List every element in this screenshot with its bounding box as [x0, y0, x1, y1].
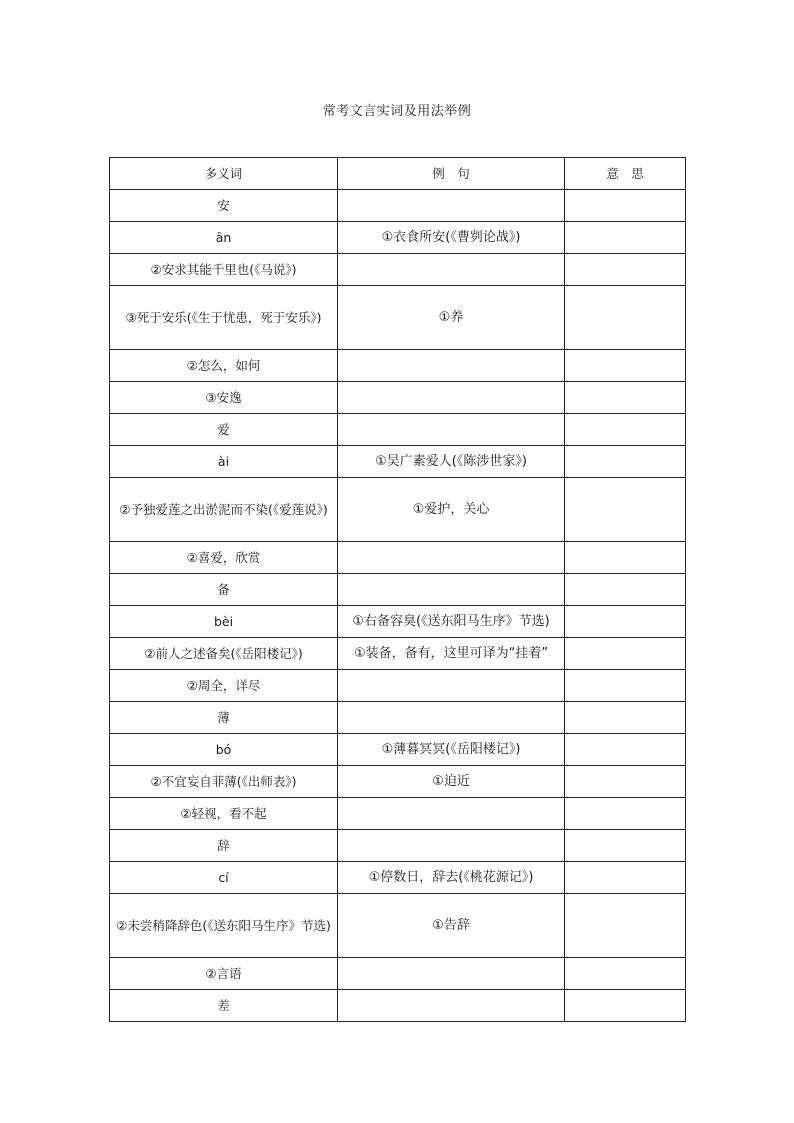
- table-row: [110, 894, 686, 958]
- table-row: [110, 574, 686, 606]
- meaning-cell: [565, 478, 686, 542]
- table-row: [110, 830, 686, 862]
- word-cell: ②喜爱，欣赏: [110, 542, 338, 574]
- example-cell: [338, 190, 565, 222]
- meaning-cell: [565, 222, 686, 254]
- example-cell: [338, 702, 565, 734]
- example-cell: [338, 670, 565, 702]
- meaning-cell: [565, 382, 686, 414]
- header-meaning: 意 思: [565, 158, 686, 190]
- word-cell: ②未尝稍降辞色(《送东阳马生序》节选): [110, 894, 338, 958]
- meaning-cell: [565, 990, 686, 1022]
- table-row: [110, 606, 686, 638]
- meaning-cell: [565, 766, 686, 798]
- meaning-cell: [565, 190, 686, 222]
- example-cell: ①薄暮冥冥(《岳阳楼记》): [338, 734, 565, 766]
- word-cell: 备: [110, 574, 338, 606]
- table-row: [110, 446, 686, 478]
- word-cell: ②周全，详尽: [110, 670, 338, 702]
- example-cell: [338, 254, 565, 286]
- table-row: [110, 222, 686, 254]
- meaning-cell: [565, 286, 686, 350]
- word-cell: ③死于安乐(《生于忧患，死于安乐》): [110, 286, 338, 350]
- table-row: [110, 542, 686, 574]
- meaning-cell: [565, 798, 686, 830]
- word-cell: ②不宜妄自菲薄(《出师表》): [110, 766, 338, 798]
- word-cell: ài: [110, 446, 338, 478]
- word-cell: ②安求其能千里也(《马说》): [110, 254, 338, 286]
- meaning-cell: [565, 638, 686, 670]
- example-cell: ①吴广素爱人(《陈涉世家》): [338, 446, 565, 478]
- table-row: [110, 702, 686, 734]
- meaning-cell: [565, 606, 686, 638]
- word-cell: 辞: [110, 830, 338, 862]
- page-title: 常考文言实词及用法举例: [322, 104, 472, 119]
- meaning-cell: [565, 574, 686, 606]
- example-cell: ①养: [338, 286, 565, 350]
- example-cell: [338, 350, 565, 382]
- table-row: [110, 766, 686, 798]
- example-cell: ①右备容臭(《送东阳马生序》节选): [338, 606, 565, 638]
- meaning-cell: [565, 542, 686, 574]
- table-row: [110, 414, 686, 446]
- meaning-cell: [565, 414, 686, 446]
- table-row: [110, 670, 686, 702]
- table-row: [110, 190, 686, 222]
- table-row: [110, 958, 686, 990]
- header-polysemous-word: 多义词: [110, 158, 338, 190]
- word-cell: bó: [110, 734, 338, 766]
- word-cell: bèi: [110, 606, 338, 638]
- meaning-cell: [565, 350, 686, 382]
- word-cell: ②怎么，如何: [110, 350, 338, 382]
- table-row: [110, 478, 686, 542]
- example-cell: ①告辞: [338, 894, 565, 958]
- example-cell: ①衣食所安(《曹刿论战》): [338, 222, 565, 254]
- meaning-cell: [565, 958, 686, 990]
- example-cell: [338, 574, 565, 606]
- example-cell: ①爱护，关心: [338, 478, 565, 542]
- meaning-cell: [565, 254, 686, 286]
- word-cell: ②轻视，看不起: [110, 798, 338, 830]
- word-cell: 安: [110, 190, 338, 222]
- table-row: [110, 382, 686, 414]
- meaning-cell: [565, 734, 686, 766]
- example-cell: [338, 958, 565, 990]
- meaning-cell: [565, 670, 686, 702]
- table-row: [110, 638, 686, 670]
- example-cell: [338, 798, 565, 830]
- table-row: [110, 990, 686, 1022]
- table-row: [110, 350, 686, 382]
- table-row: [110, 254, 686, 286]
- example-cell: ①停数日，辞去(《桃花源记》): [338, 862, 565, 894]
- word-cell: ②前人之述备矣(《岳阳楼记》): [110, 638, 338, 670]
- example-cell: [338, 542, 565, 574]
- example-cell: ①迫近: [338, 766, 565, 798]
- table-row: [110, 798, 686, 830]
- vocabulary-table: [109, 157, 686, 1022]
- meaning-cell: [565, 862, 686, 894]
- meaning-cell: [565, 830, 686, 862]
- word-cell: ③安逸: [110, 382, 338, 414]
- word-cell: 爱: [110, 414, 338, 446]
- word-cell: ②予独爱莲之出淤泥而不染(《爱莲说》): [110, 478, 338, 542]
- word-cell: 差: [110, 990, 338, 1022]
- example-cell: [338, 414, 565, 446]
- word-cell: 薄: [110, 702, 338, 734]
- table-header-row: [110, 158, 686, 190]
- table-row: [110, 862, 686, 894]
- meaning-cell: [565, 894, 686, 958]
- example-cell: [338, 830, 565, 862]
- example-cell: ①装备，备有，这里可译为“挂着”: [338, 638, 565, 670]
- table-row: [110, 734, 686, 766]
- word-cell: ān: [110, 222, 338, 254]
- meaning-cell: [565, 446, 686, 478]
- word-cell: cí: [110, 862, 338, 894]
- header-example-sentence: 例 句: [338, 158, 565, 190]
- word-cell: ②言语: [110, 958, 338, 990]
- example-cell: [338, 382, 565, 414]
- table-row: [110, 286, 686, 350]
- example-cell: [338, 990, 565, 1022]
- meaning-cell: [565, 702, 686, 734]
